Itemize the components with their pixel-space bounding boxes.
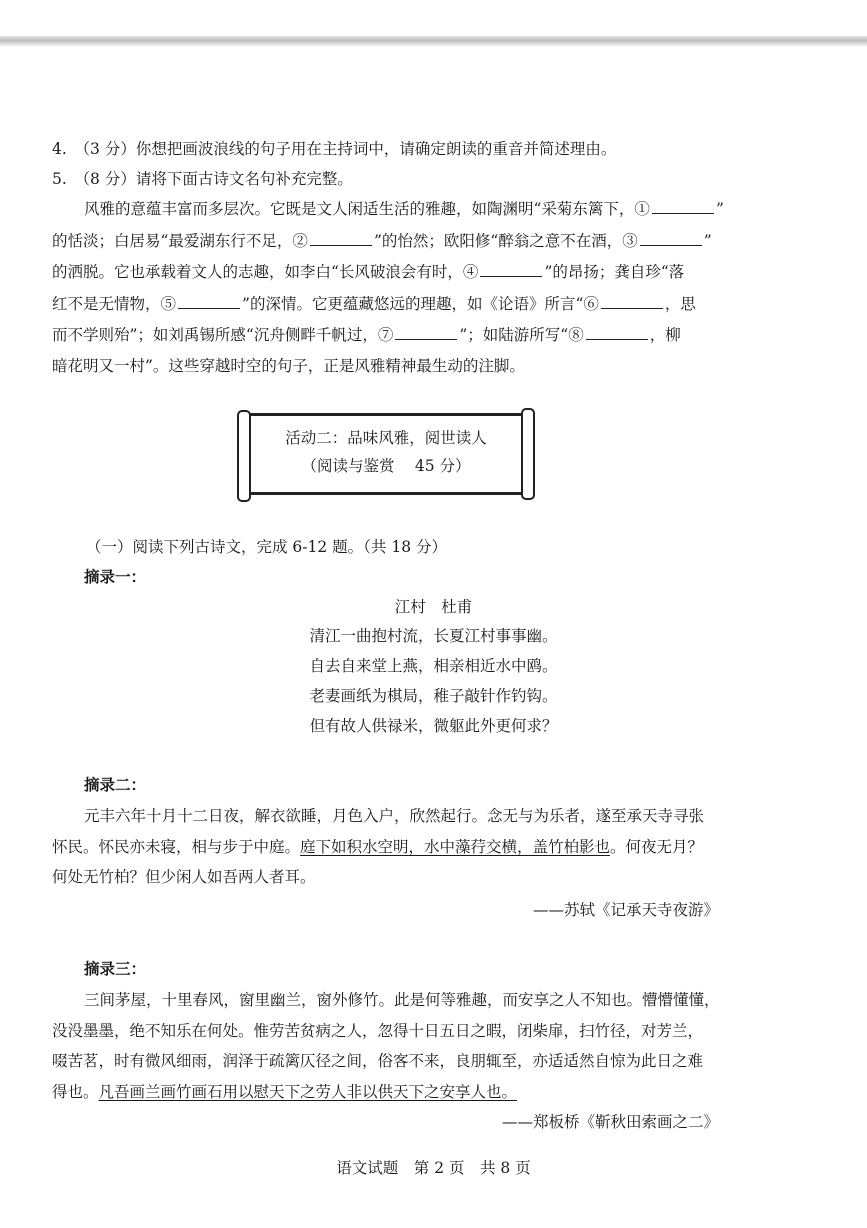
excerpt-3-label: 摘录三： xyxy=(84,959,147,978)
poem-title: 江村 杜甫 xyxy=(394,598,473,616)
fill-blank-8[interactable] xyxy=(586,324,648,340)
excerpt-3-line-1: 三间茅屋，十里春风，窗里幽兰，窗外修竹。此是何等雅趣，而安享之人不知也。懵懵懂懂， xyxy=(84,991,720,1009)
question-4: 4. （3 分）你想把画波浪线的句子用在主持词中，请确定朗读的重音并简述理由。 xyxy=(52,140,617,158)
q5-line-4: 红不是无情物，⑤ ”的深情。它更蕴藏悠远的理趣，如《论语》所言“⑥ ，思 xyxy=(52,295,696,313)
excerpt-3-source: ——郑板桥《靳秋田索画之二》 xyxy=(502,1113,720,1131)
activity-scroll-banner xyxy=(243,413,529,495)
excerpt-2-line-2: 怀民。怀民亦未寝，相与步于中庭。庭下如积水空明，水中藻荇交横，盖竹柏影也。何夜无月？ xyxy=(52,838,704,856)
excerpt-3-line-3: 啜苦茗，时有微风细雨，润泽于疏篱仄径之间，俗客不来，良朋辄至，亦适适然自惊为此日之难 xyxy=(52,1052,704,1070)
excerpt-3-line-4: 得也。凡吾画兰画竹画石用以慰天下之劳人非以供天下之安享人也。 xyxy=(52,1083,518,1101)
q5-line-6: 暗花明又一村”。这些穿越时空的句子，正是风雅精神最生动的注脚。 xyxy=(52,357,525,375)
question-5: 5. （8 分）请将下面古诗文名句补充完整。 xyxy=(52,170,353,188)
underlined-sentence-1: 庭下如积水空明，水中藻荇交横，盖竹柏影也 xyxy=(300,838,611,856)
section-1-heading: （一）阅读下列古诗文，完成 6-12 题。（共 18 分） xyxy=(86,538,448,556)
fill-blank-2[interactable] xyxy=(310,230,372,246)
poem-line-2: 自去自来堂上燕，相亲相近水中鸥。 xyxy=(309,657,558,675)
excerpt-2-label: 摘录二： xyxy=(84,775,147,794)
q5-line-5: 而不学则殆”；如刘禹锡所感“沉舟侧畔千帆过，⑦ ”；如陆游所写“⑧ ，柳 xyxy=(52,326,681,344)
fill-blank-4[interactable] xyxy=(480,261,542,277)
poem-line-3: 老妻画纸为棋局，稚子敲针作钓钩。 xyxy=(309,687,558,705)
fill-blank-3[interactable] xyxy=(640,230,702,246)
fill-blank-6[interactable] xyxy=(601,293,663,309)
poem-line-1: 清江一曲抱村流，长夏江村事事幽。 xyxy=(309,627,558,645)
excerpt-1-label: 摘录一： xyxy=(84,567,147,586)
page-footer: 语文试题 第 2 页 共 8 页 xyxy=(336,1159,531,1177)
fill-blank-7[interactable] xyxy=(395,324,457,340)
excerpt-3-line-2: 没没墨墨，绝不知乐在何处。惟劳苦贫病之人，忽得十日五日之暇，闭柴扉，扫竹径，对芳兰， xyxy=(52,1022,704,1040)
excerpt-2-line-1: 元丰六年十月十二日夜，解衣欲睡，月色入户，欣然起行。念无与为乐者，遂至承天寺寻张 xyxy=(84,807,705,825)
scan-top-edge xyxy=(0,36,867,46)
excerpt-2-line-3: 何处无竹柏？但少闲人如吾两人者耳。 xyxy=(52,868,316,886)
excerpt-2-source: ——苏轼《记承天寺夜游》 xyxy=(533,901,720,919)
poem-line-4: 但有故人供禄米，微躯此外更何求？ xyxy=(309,717,558,735)
q5-line-3: 的洒脱。它也承载着文人的志趣，如李白“长风破浪会有时，④ ”的昂扬；龚自珍“落 xyxy=(52,263,685,281)
fill-blank-1[interactable] xyxy=(652,198,714,214)
underlined-sentence-2: 凡吾画兰画竹画石用以慰天下之劳人非以供天下之安享人也。 xyxy=(98,1083,518,1101)
q5-line-2: 的恬淡；白居易“最爱湖东行不足，② ”的怡然；欧阳修“醉翁之意不在酒，③ ” xyxy=(52,232,712,250)
q5-line-1: 风雅的意蕴丰富而多层次。它既是文人闲适生活的雅趣，如陶渊明“采菊东篱下，① ” xyxy=(84,200,724,218)
fill-blank-5[interactable] xyxy=(178,293,240,309)
activity-title: 活动二：品味风雅，阅世读人 xyxy=(285,429,487,447)
activity-subtitle: （阅读与鉴赏 45 分） xyxy=(301,457,471,475)
